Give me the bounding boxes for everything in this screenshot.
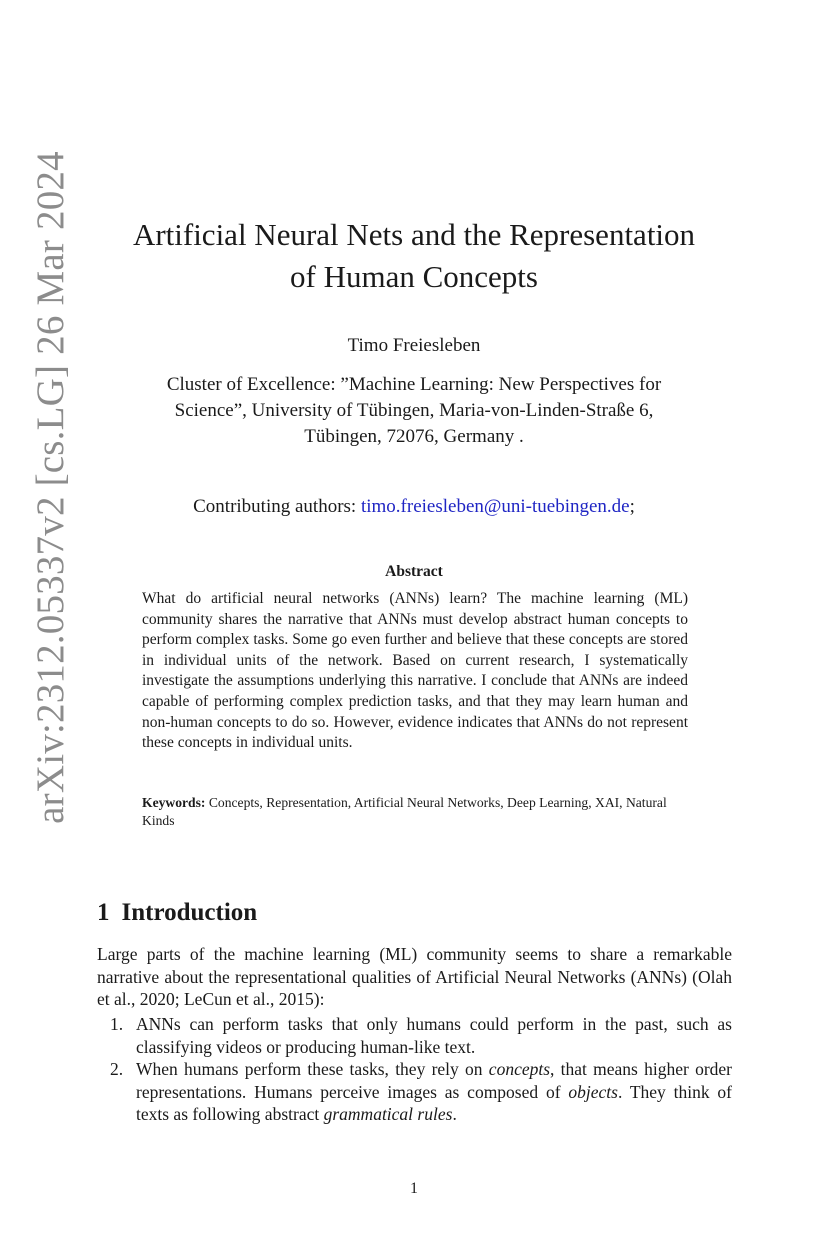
page-number: 1	[410, 1180, 418, 1197]
emphasis-grammatical-rules: grammatical rules	[323, 1104, 453, 1125]
affiliation-line-1: Cluster of Excellence: ”Machine Learning: New Perspectives for	[166, 374, 662, 395]
list-item-text-part-1: When humans perform these tasks, they rely on	[136, 1059, 489, 1080]
section-title: Introduction	[121, 899, 258, 926]
affiliation-line-2: Science”, University of Tübingen, Maria-von-Linden-Straße 6,	[174, 400, 654, 421]
contributing-authors	[100, 494, 728, 520]
list-marker: 2.	[110, 1059, 124, 1080]
author-name: Timo Freiesleben	[347, 335, 481, 356]
contrib-label: Contributing authors:	[193, 496, 361, 517]
narrative-list	[97, 1013, 732, 1126]
emphasis-objects: objects	[568, 1081, 618, 1102]
keywords-label: Keywords:	[142, 795, 206, 810]
intro-paragraph: Large parts of the machine learning (ML) community seems to share a remarkable narrative about the representational qualities of Artificial Neural Networks (ANNs) (Olah et al., 2020; LeCun et al., 2015):	[97, 944, 732, 1010]
section-heading-introduction	[97, 897, 257, 929]
keywords-list: Concepts, Representation, Artificial Neural Networks, Deep Learning, XAI, Natural Kinds	[142, 795, 667, 828]
emphasis-concepts: concepts	[488, 1059, 551, 1080]
title-line-2: of Human Concepts	[290, 259, 538, 294]
paper-title	[100, 214, 728, 298]
list-item-text: ANNs can perform tasks that only humans could perform in the past, such as classifying videos or producing human-like text.	[136, 1014, 732, 1057]
list-item-text-part-3: . They think of texts as following abstract	[136, 1081, 733, 1125]
list-item	[97, 1013, 732, 1058]
list-marker: 1.	[110, 1014, 124, 1034]
list-item-text-part-2: , that means higher order representations. Humans perceive images as composed of	[136, 1059, 732, 1102]
abstract-body: What do artificial neural networks (ANNs) learn? The machine learning (ML) community shares the narrative that ANNs must develop abstract human concepts to perform complex tasks. Some go even further and believe that these concepts are stored in individual units of the network. Based on current research, I systematically investigate the assumptions underlying this narrative. I conclude that ANNs are indeed capable of performing complex prediction tasks, and that they may learn human and non-human concepts to do so. However, evidence indicates that ANNs do not represent these concepts in individual units.	[142, 590, 688, 752]
keywords	[142, 794, 688, 830]
contrib-suffix: ;	[629, 496, 635, 517]
arxiv-identifier: arXiv:2312.05337v2 [cs.LG] 26 Mar 2024	[28, 151, 72, 824]
affiliation	[100, 372, 728, 450]
abstract-heading: Abstract	[385, 563, 443, 580]
affiliation-line-3: Tübingen, 72076, Germany .	[304, 426, 524, 447]
title-line-1: Artificial Neural Nets and the Representation	[132, 217, 696, 252]
arxiv-side-stamp	[22, 151, 78, 824]
list-item	[97, 1058, 732, 1126]
author-email-link[interactable]: timo.freiesleben@uni-tuebingen.de	[360, 496, 630, 517]
list-item-text-part-4: .	[452, 1104, 457, 1125]
section-number: 1	[97, 899, 110, 926]
